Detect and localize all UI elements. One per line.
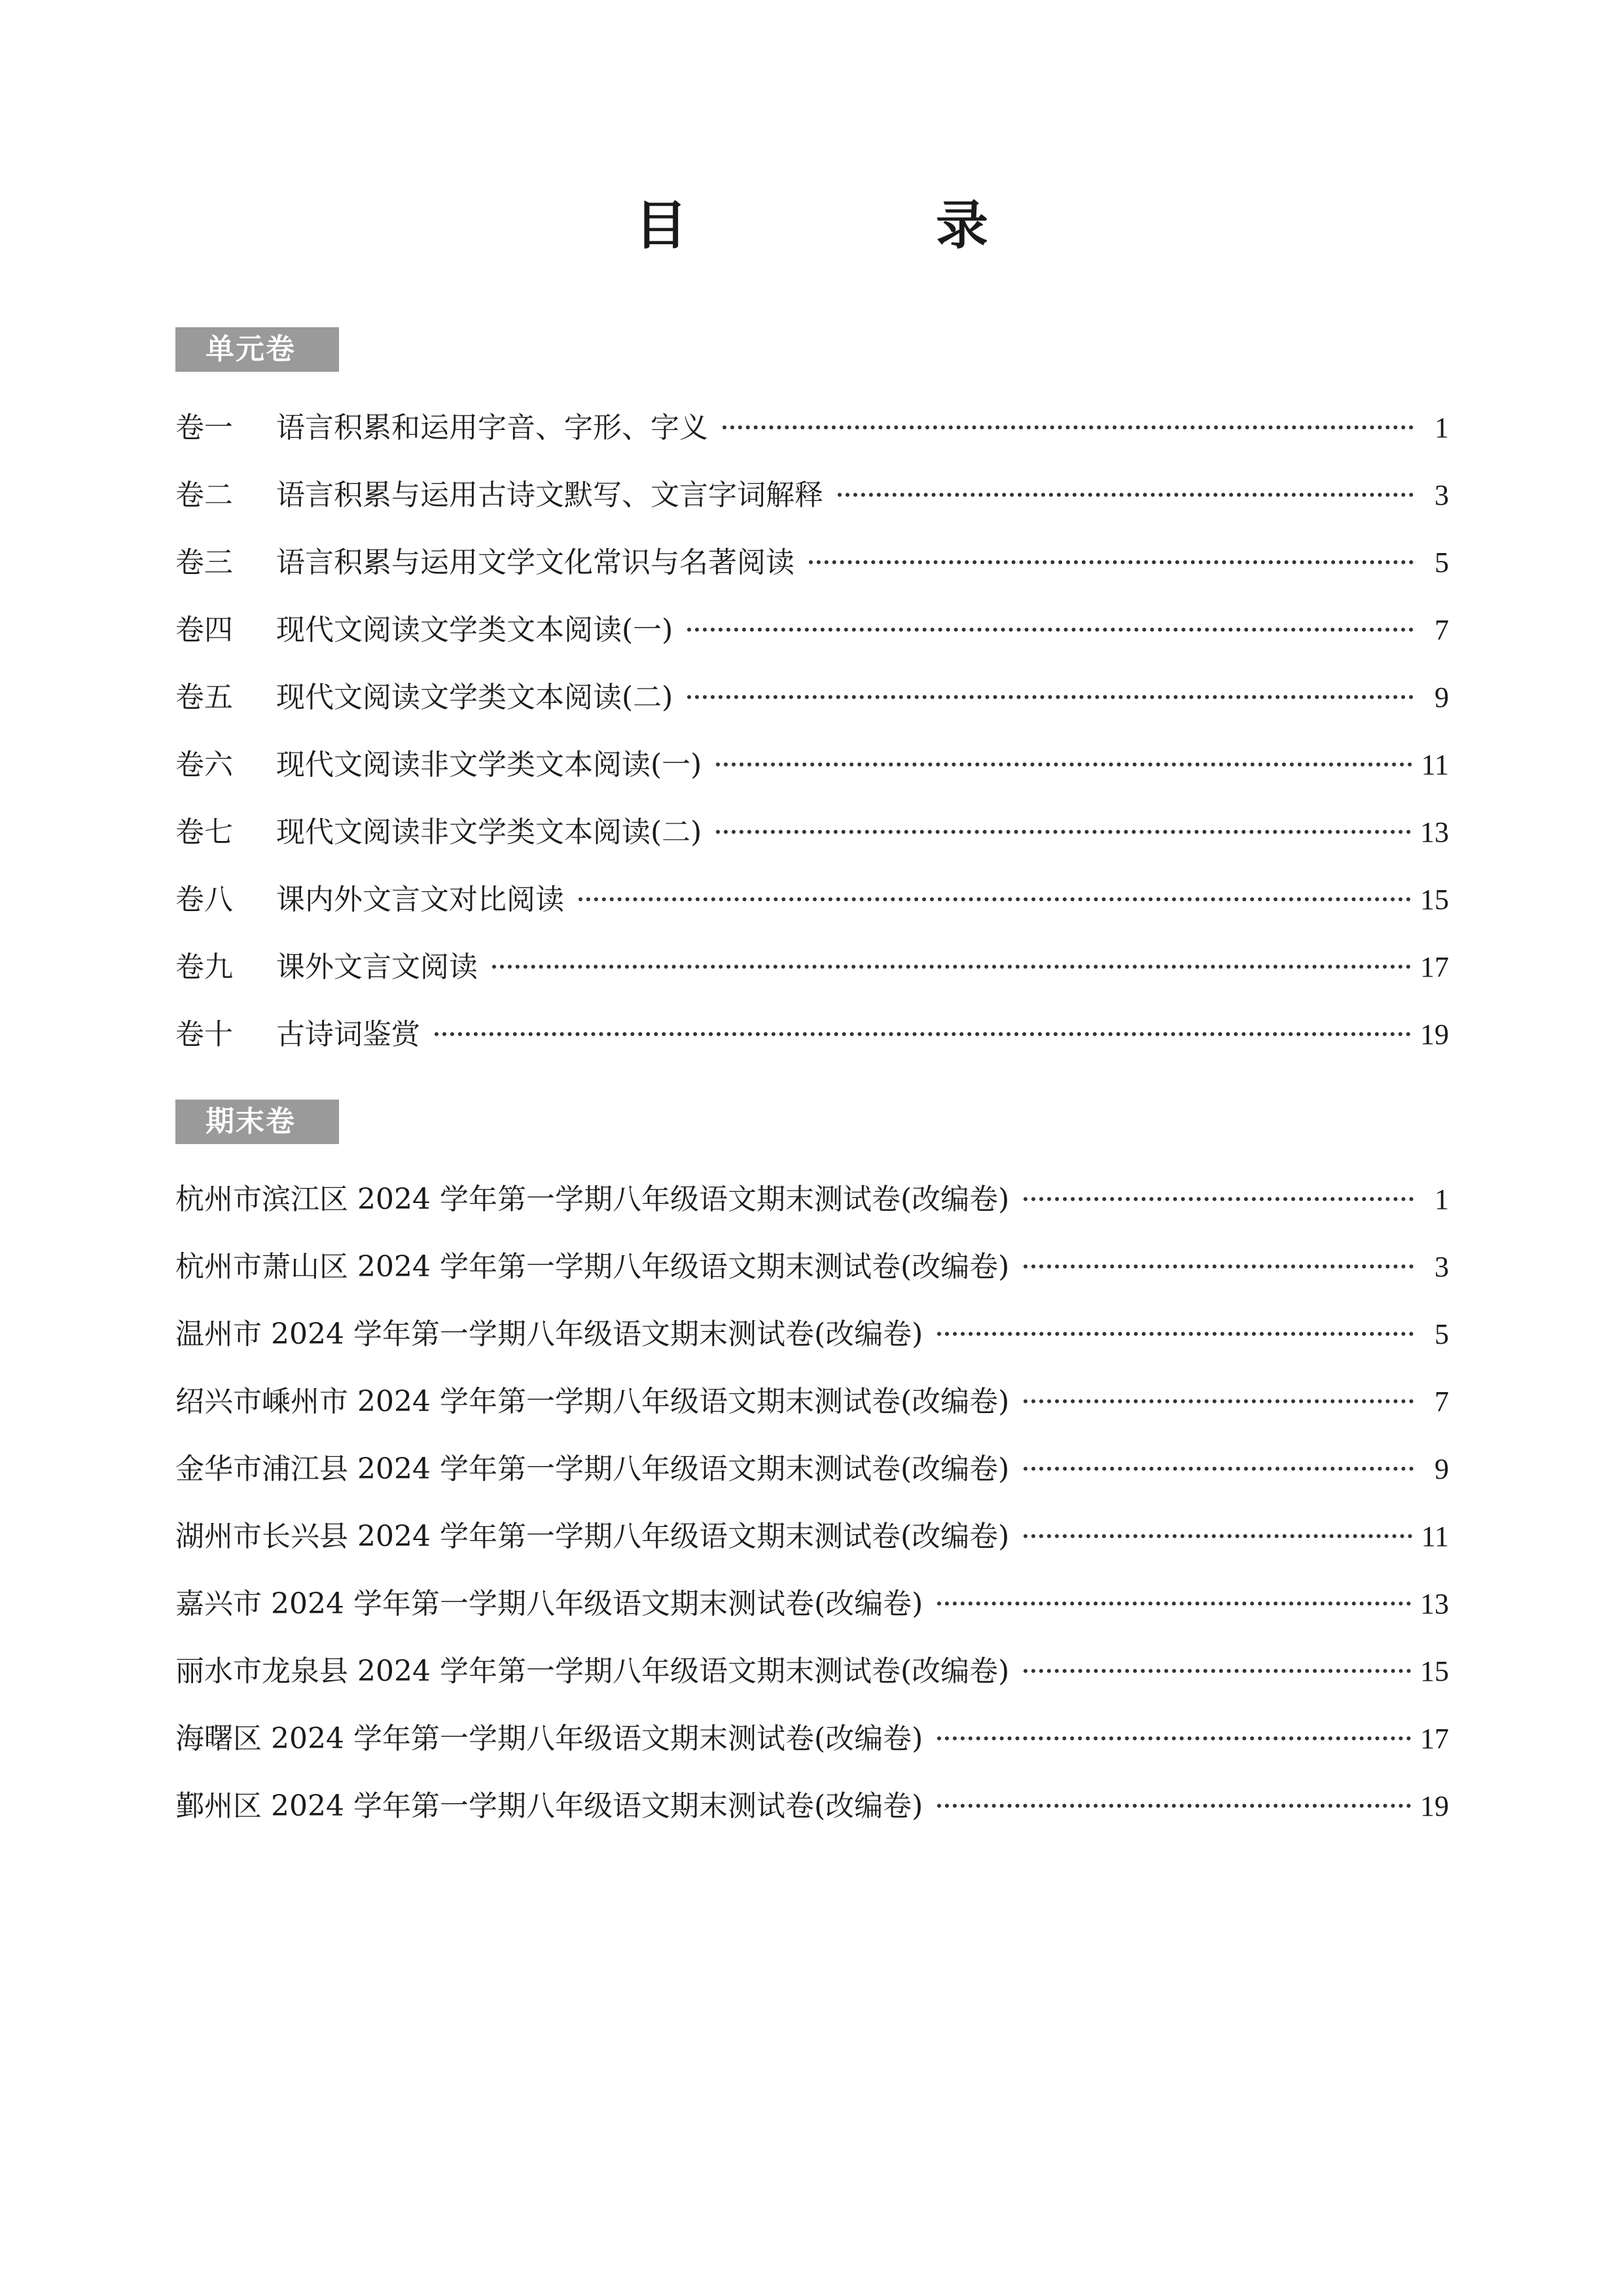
toc-item[interactable] (175, 543, 1449, 611)
toc-item-title: 语言积累与运用文学文化常识与名著阅读 (276, 546, 794, 579)
toc-item-page: 3 (1435, 479, 1449, 511)
toc-item[interactable] (175, 1247, 1449, 1315)
dot-leader (687, 695, 1414, 699)
toc-item[interactable] (175, 1719, 1449, 1787)
dot-leader (687, 628, 1414, 632)
toc-item[interactable] (175, 1015, 1449, 1083)
toc-item[interactable] (175, 880, 1449, 948)
toc-item[interactable] (175, 813, 1449, 880)
toc-item-page: 5 (1435, 1318, 1449, 1350)
toc-item-title: 语言积累和运用字音、字形、字义 (276, 411, 708, 444)
toc-item-title: 丽水市龙泉县 2024 学年第一学期八年级语文期末测试卷(改编卷) (175, 1655, 1010, 1688)
dot-leader (937, 1602, 1411, 1605)
toc-item-page: 13 (1420, 816, 1449, 848)
dot-leader (716, 762, 1412, 766)
toc-item-page: 15 (1420, 884, 1449, 916)
toc-item[interactable] (175, 1517, 1449, 1585)
toc-item-label: 卷二 (175, 478, 233, 512)
toc-item-title: 现代文阅读非文学类文本阅读(一) (276, 748, 702, 781)
toc-list-unit (175, 408, 1449, 1083)
dot-leader (937, 1332, 1414, 1336)
dot-leader (937, 1804, 1411, 1808)
toc-item-title: 课外文言文阅读 (276, 950, 478, 984)
toc-item-title: 现代文阅读文学类文本阅读(二) (276, 681, 673, 714)
toc-item-label: 卷六 (175, 748, 233, 781)
toc-item-title: 现代文阅读文学类文本阅读(一) (276, 613, 673, 647)
toc-item-title: 鄞州区 2024 学年第一学期八年级语文期末测试卷(改编卷) (175, 1789, 923, 1823)
dot-leader (937, 1736, 1411, 1740)
toc-item[interactable] (175, 1315, 1449, 1382)
toc-item-page: 13 (1420, 1588, 1449, 1620)
page-title: 目 录 (635, 194, 1086, 256)
toc-item-title: 金华市浦江县 2024 学年第一学期八年级语文期末测试卷(改编卷) (175, 1452, 1010, 1486)
dot-leader (809, 560, 1414, 564)
toc-item-label: 卷一 (175, 411, 233, 444)
dot-leader (435, 1032, 1411, 1036)
dot-leader (1024, 1399, 1414, 1403)
dot-leader (716, 830, 1411, 834)
toc-item-page: 11 (1421, 1520, 1449, 1552)
toc-item[interactable] (175, 611, 1449, 678)
toc-item[interactable] (175, 476, 1449, 543)
toc-item[interactable] (175, 408, 1449, 476)
toc-item-page: 15 (1420, 1655, 1449, 1687)
toc-item[interactable] (175, 948, 1449, 1015)
section-badge-unit: 单元卷 (175, 327, 339, 372)
toc-item-title: 嘉兴市 2024 学年第一学期八年级语文期末测试卷(改编卷) (175, 1587, 923, 1621)
toc-item-page: 19 (1420, 1790, 1449, 1822)
toc-item-label: 卷三 (175, 546, 233, 579)
toc-item-label: 卷四 (175, 613, 233, 647)
dot-leader (1024, 1534, 1412, 1538)
toc-item[interactable] (175, 1652, 1449, 1719)
toc-item-page: 3 (1435, 1251, 1449, 1283)
toc-item-title: 语言积累与运用古诗文默写、文言字词解释 (276, 478, 823, 512)
toc-item-page: 19 (1420, 1018, 1449, 1050)
toc-item-label: 卷十 (175, 1018, 233, 1051)
toc-item-page: 1 (1435, 412, 1449, 444)
toc-item-label: 卷八 (175, 883, 233, 916)
toc-item-title: 现代文阅读非文学类文本阅读(二) (276, 816, 702, 849)
toc-item-page: 7 (1435, 1386, 1449, 1418)
toc-item[interactable] (175, 1787, 1449, 1854)
toc-item-page: 9 (1435, 1453, 1449, 1485)
toc-item-title: 课内外文言文对比阅读 (276, 883, 564, 916)
dot-leader (1024, 1265, 1414, 1268)
toc-item-page: 17 (1420, 951, 1449, 983)
toc-item[interactable] (175, 1180, 1449, 1247)
toc-item-page: 1 (1435, 1183, 1449, 1215)
dot-leader (722, 425, 1414, 429)
toc-item[interactable] (175, 1382, 1449, 1450)
dot-leader (1024, 1467, 1414, 1471)
toc-item-title: 杭州市滨江区 2024 学年第一学期八年级语文期末测试卷(改编卷) (175, 1183, 1010, 1216)
toc-item[interactable] (175, 1585, 1449, 1652)
toc-item-page: 11 (1421, 749, 1449, 781)
toc-item-page: 7 (1435, 614, 1449, 646)
toc-item[interactable] (175, 745, 1449, 813)
toc-item-title: 温州市 2024 学年第一学期八年级语文期末测试卷(改编卷) (175, 1318, 923, 1351)
toc-item[interactable] (175, 1450, 1449, 1517)
toc-item-page: 17 (1420, 1723, 1449, 1755)
dot-leader (579, 897, 1411, 901)
toc-item-title: 绍兴市嵊州市 2024 学年第一学期八年级语文期末测试卷(改编卷) (175, 1385, 1010, 1418)
toc-item-label: 卷五 (175, 681, 233, 714)
toc-item-label: 卷九 (175, 950, 233, 984)
toc-item-title: 海曙区 2024 学年第一学期八年级语文期末测试卷(改编卷) (175, 1722, 923, 1755)
toc-list-final (175, 1180, 1449, 1854)
dot-leader (1024, 1669, 1411, 1673)
toc-item-page: 5 (1435, 547, 1449, 579)
dot-leader (838, 493, 1414, 497)
toc-item-title: 杭州市萧山区 2024 学年第一学期八年级语文期末测试卷(改编卷) (175, 1250, 1010, 1283)
toc-item-label: 卷七 (175, 816, 233, 849)
toc-item[interactable] (175, 678, 1449, 745)
dot-leader (1024, 1197, 1414, 1201)
dot-leader (492, 965, 1411, 969)
toc-item-title: 湖州市长兴县 2024 学年第一学期八年级语文期末测试卷(改编卷) (175, 1520, 1010, 1553)
toc-item-title: 古诗词鉴赏 (276, 1018, 420, 1051)
section-badge-final: 期末卷 (175, 1100, 339, 1144)
toc-item-page: 9 (1435, 681, 1449, 713)
